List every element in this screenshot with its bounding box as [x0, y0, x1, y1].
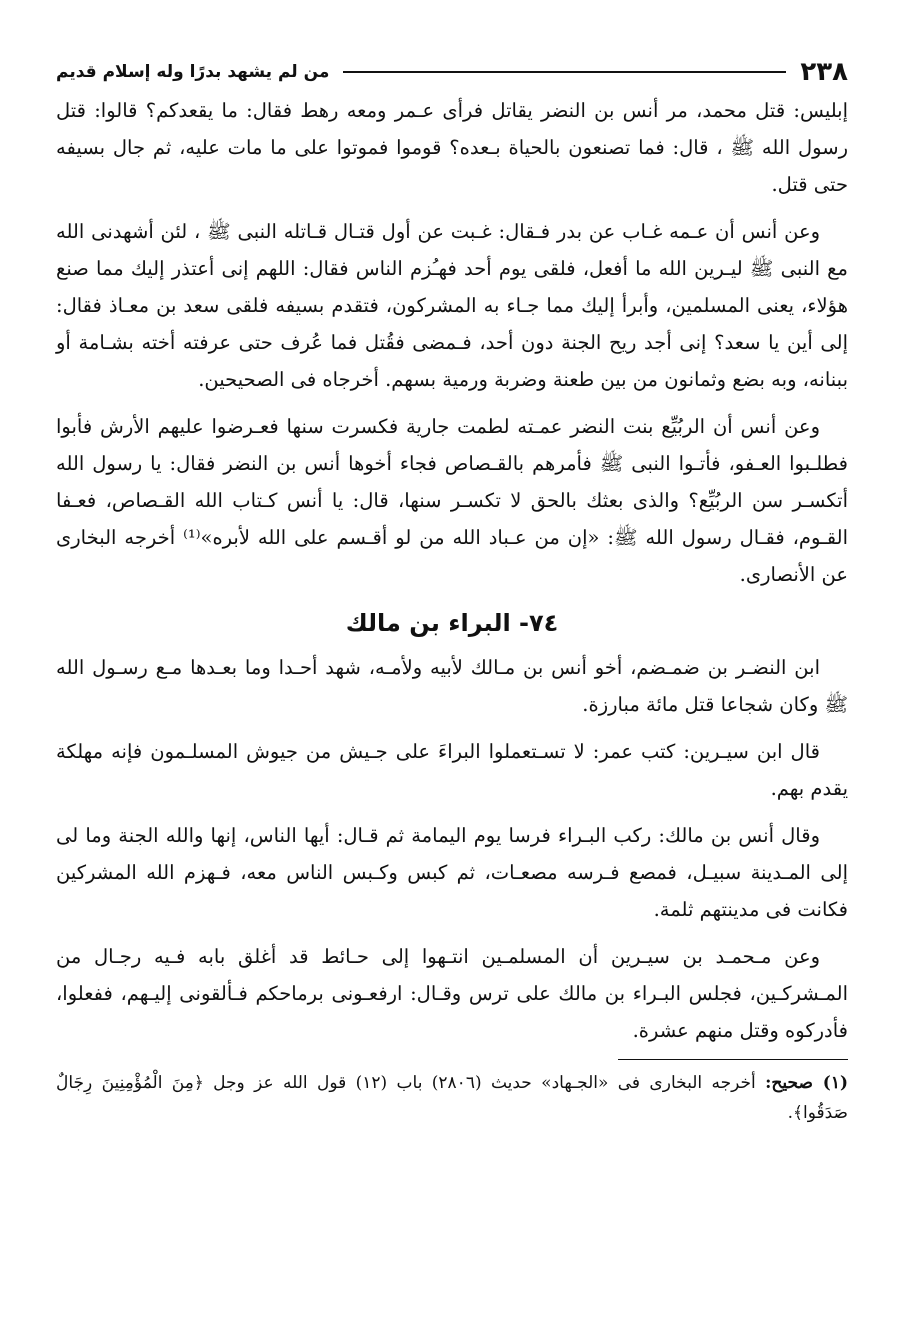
main-text [56, 92, 848, 1049]
paragraph: ابن النضـر بن ضمـضم، أخو أنس بن مـالك لأبيه ولأمـه، شهد أحـدا وما بعـدها مـع رسـول الله ﷺ وكان شجاعا قتل مائة مبارزة. [56, 656, 848, 716]
section-heading: ٧٤- البراء بن مالك [345, 609, 559, 637]
header-rule [343, 71, 786, 73]
paragraph: وعن أنس أن الربُيِّع بنت النضر عمـته لطمت جارية فكسرت سنها فعـرضوا عليهم الأرش فأبوا فطلـبوا العـفو، فأتـوا النبى ﷺ فأمرهم بالقـصاص فجاء أخوها أنس بن النضر فقال: يا رسول الله أتكسـر سن الربُيِّع؟ والذى بعثك بالحق لا تكسـر سنها، قال: يا أنس كـتاب الله القـصاص، فعـفا القـوم، فقـال رسول الله ﷺ: «إن من عـباد الله من لو أقـسم على الله لأبره»⁽¹⁾ أخرجه البخارى عن الأنصارى. [56, 415, 848, 586]
paragraph: وقال أنس بن مالك: ركب البـراء فرسا يوم اليمامة ثم قـال: أيها الناس، إنها والله الجنة وما لى إلى المـدينة سبيـل، فمصع فـرسه مصعـات، ثم كبس وكـبس الناس معه، فـهزم الله المشركين فكانت فى مدينتهم ثلمة. [56, 824, 848, 921]
footnote-rule [618, 1059, 848, 1060]
paragraph: وعن أنس أن عـمه غـاب عن بدر فـقال: غـبت عن أول قتـال قـاتله النبى ﷺ ، لئن أشهدنى الله مع النبى ﷺ ليـرين الله ما أفعل، فلقى يوم أحد فهـُزم الناس فقال: اللهم إنى أعتذر إليك مما صنع هؤلاء، يعنى المسلمين، وأبرأ إليك مما جـاء به المشركون، فتقدم بسيفه فلقى سعد بن معـاذ فقال: إلى أين يا سعد؟ إنى أجد ريح الجنة دون أحد، فـمضى فقُتل فما عُرف حتى عرفته أخته بشـامة أو ببنانه، وبه بضع وثمانون من بين طعنة وضربة ورمية بسهم. أخرجاه فى الصحيحين. [56, 220, 848, 391]
page-number: ٢٣٨ [800, 57, 848, 87]
running-title: من لم يشهد بدرًا وله إسلام قديم [56, 62, 330, 82]
page-header [56, 52, 848, 92]
footnote-label: (١) صحيح: [765, 1073, 848, 1093]
paragraph: إبليس: قتل محمد، مر أنس بن النضر يقاتل فرأى عـمر ومعه رهط فقال: ما يقعدكم؟ قالوا: قتل رسول الله ﷺ ، قال: فما تصنعون بالحياة بـعده؟ قوموا فموتوا على ما مات عليه، ثم جال بسيفه حتى قتل. [56, 99, 848, 196]
paragraph: قال ابن سيـرين: كتب عمر: لا تسـتعملوا البراءَ على جـيش من جيوش المسلـمون فإنه مهلكة يقدم بهم. [56, 740, 848, 800]
footnote-text: أخرجه البخارى فى «الجـهاد» حديث (٢٨٠٦) باب (١٢) قول الله عز وجل ﴿مِنَ الْمُؤْمِنِينَ رِجَالٌ صَدَقُوا﴾. [56, 1073, 848, 1123]
paragraph: وعن مـحمـد بن سيـرين أن المسلمـين انتـهوا إلى حـائط قد أغلق بابه فـيه رجـال من المـشركـين، فجلس البـراء بن مالك على ترس وقـال: ارفعـونى برماحكم فـألقونى إليـهم، ففعلوا، فأدركوه وقتل منهم عشرة. [56, 945, 848, 1042]
footnote [56, 1068, 848, 1128]
